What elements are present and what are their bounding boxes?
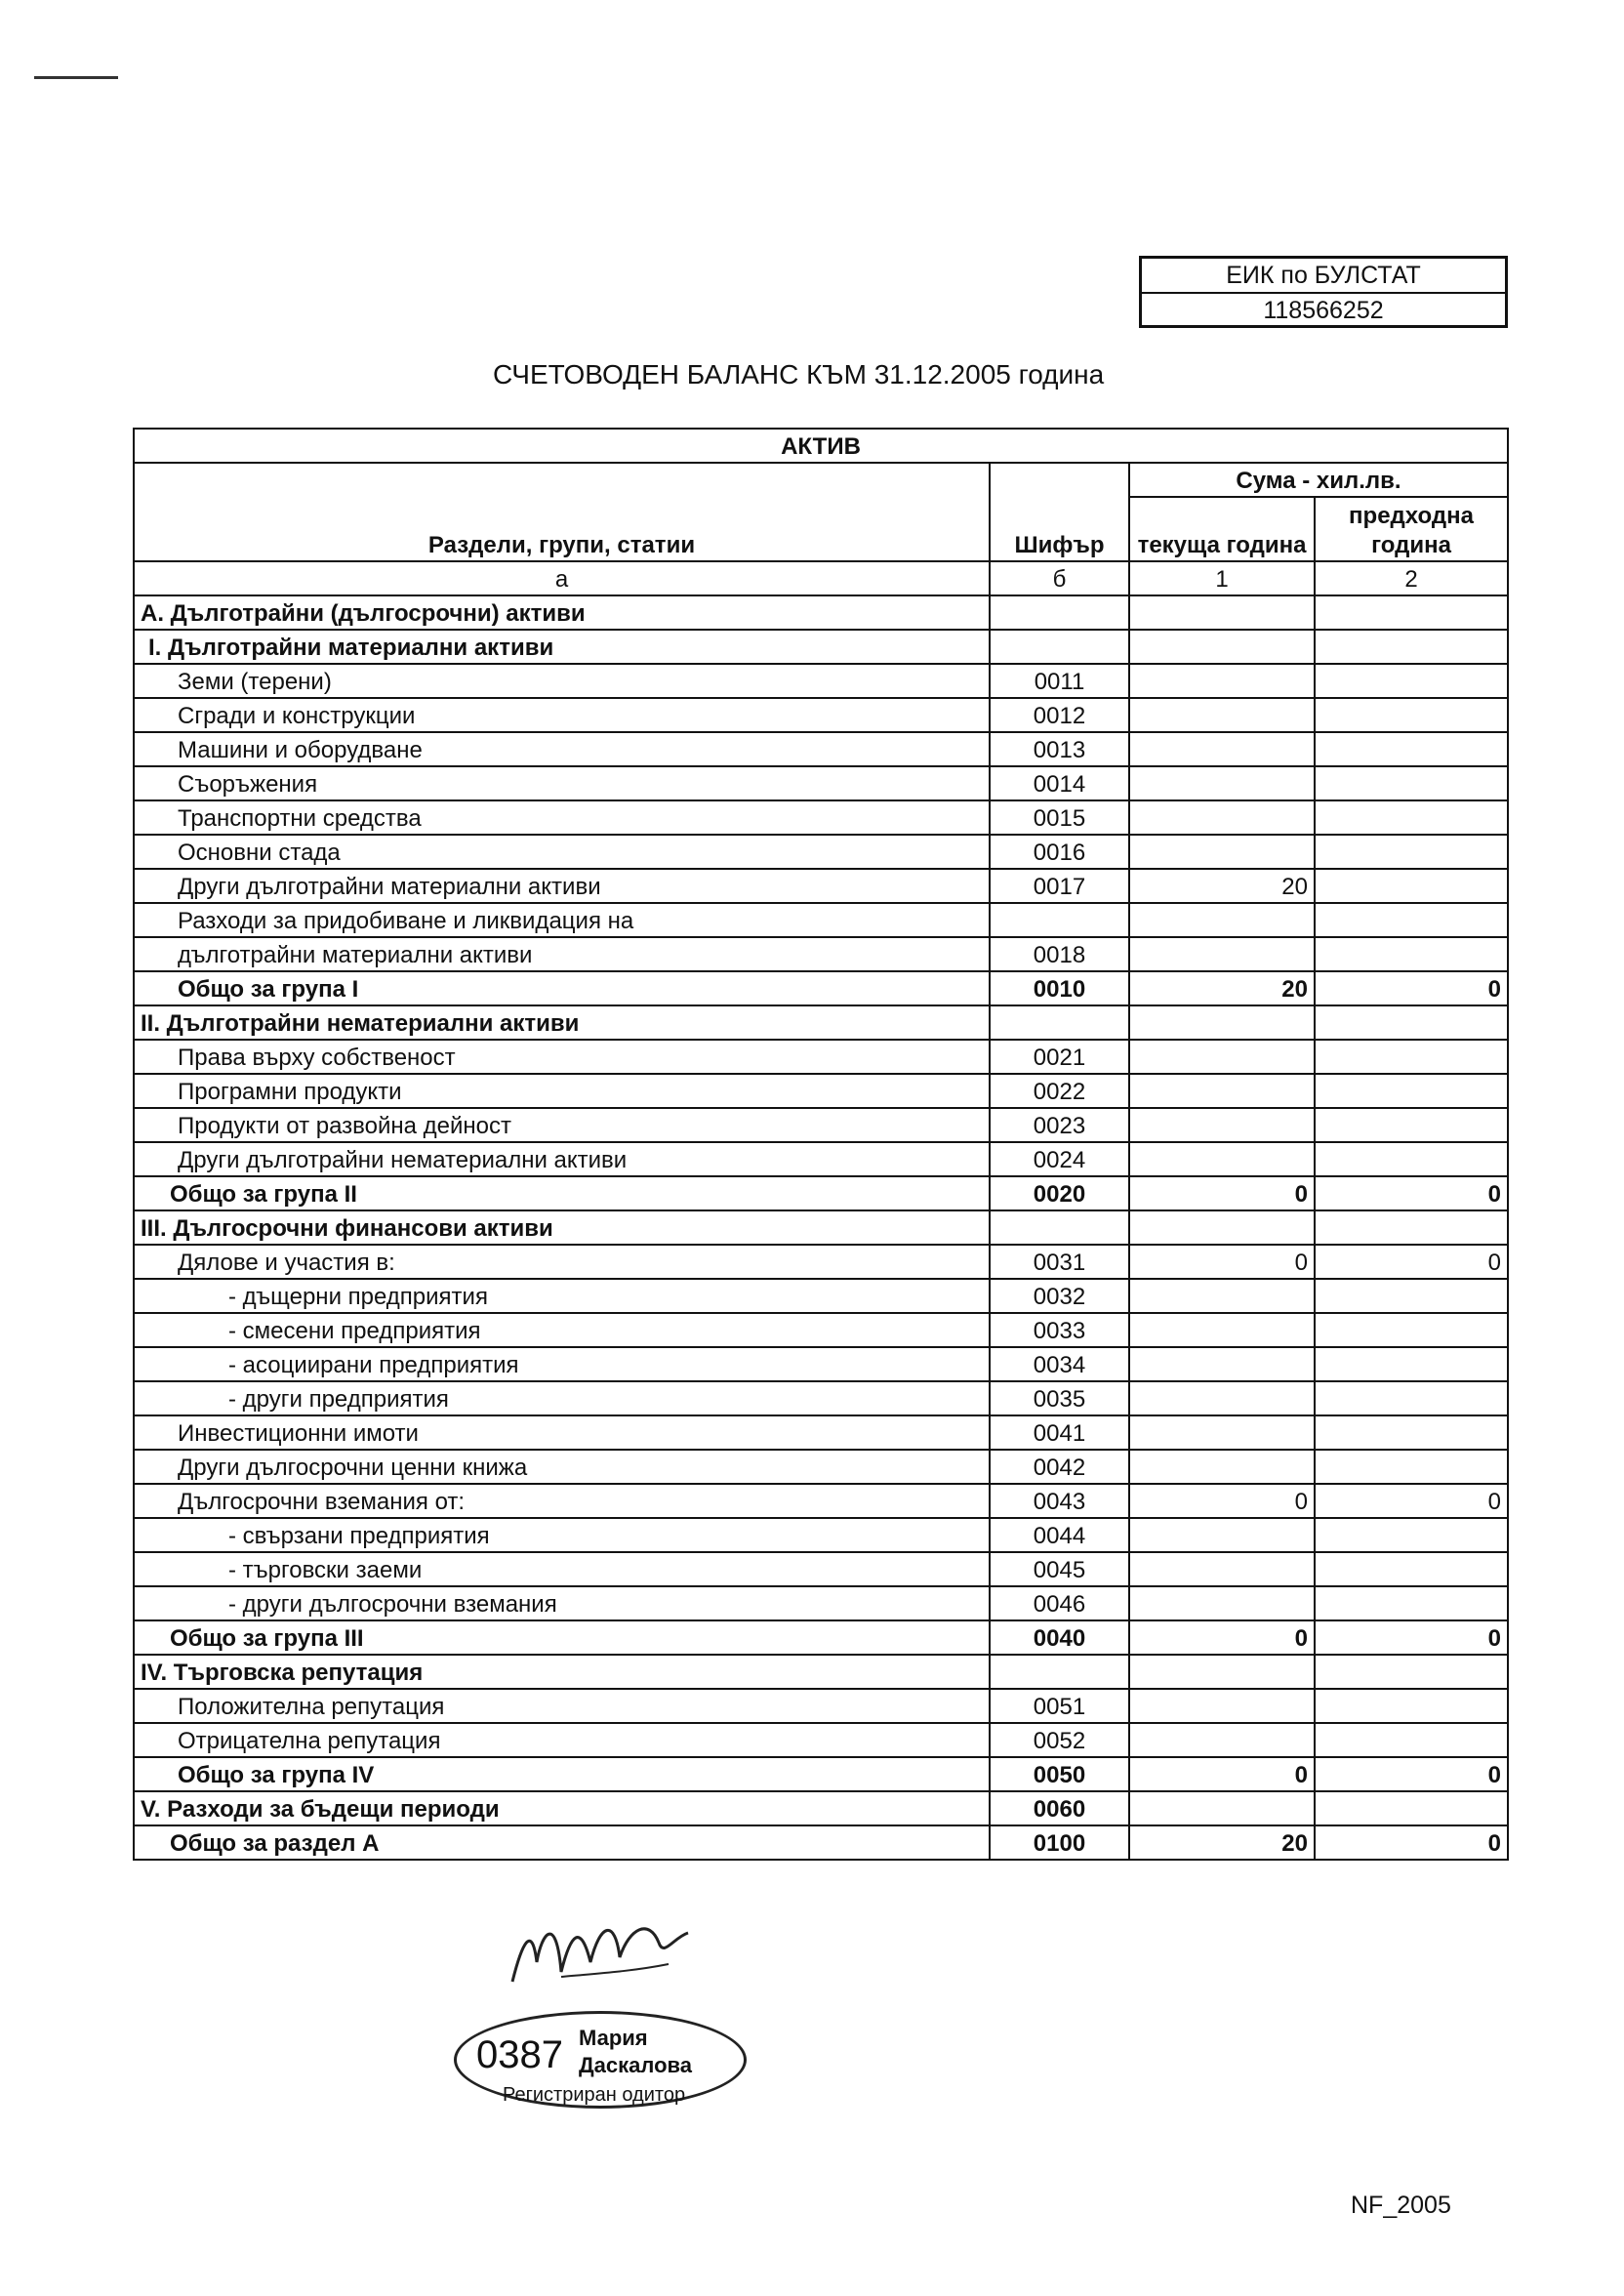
row-label: - свързани предприятия — [134, 1518, 990, 1552]
row-previous — [1315, 1347, 1508, 1381]
row-previous — [1315, 903, 1508, 937]
row-current — [1129, 1279, 1315, 1313]
idx-b: б — [990, 561, 1129, 595]
table-row — [134, 937, 1508, 971]
row-previous — [1315, 937, 1508, 971]
row-current — [1129, 1381, 1315, 1415]
row-previous: 0 — [1315, 971, 1508, 1005]
table-row — [134, 1210, 1508, 1245]
table-row — [134, 766, 1508, 800]
row-label: Транспортни средства — [134, 800, 990, 835]
balance-table — [133, 428, 1509, 1861]
col-header-previous: предходна година — [1315, 497, 1508, 561]
row-previous — [1315, 698, 1508, 732]
row-code: 0042 — [990, 1450, 1129, 1484]
row-code: 0060 — [990, 1791, 1129, 1825]
row-previous — [1315, 1142, 1508, 1176]
eik-label: ЕИК по БУЛСТАТ — [1142, 259, 1505, 294]
footer-code: NF_2005 — [1351, 2192, 1451, 2219]
row-previous: 0 — [1315, 1825, 1508, 1860]
row-label: А. Дълготрайни (дългосрочни) активи — [134, 595, 990, 630]
row-code — [990, 630, 1129, 664]
row-current — [1129, 1723, 1315, 1757]
row-previous — [1315, 1552, 1508, 1586]
row-label: III. Дългосрочни финансови активи — [134, 1210, 990, 1245]
row-code: 0024 — [990, 1142, 1129, 1176]
row-previous: 0 — [1315, 1176, 1508, 1210]
row-code: 0013 — [990, 732, 1129, 766]
row-current: 20 — [1129, 971, 1315, 1005]
section-header-row — [134, 429, 1508, 463]
row-code: 0022 — [990, 1074, 1129, 1108]
table-row — [134, 1108, 1508, 1142]
section-title: АКТИВ — [134, 429, 1508, 463]
row-label: Разходи за придобиване и ликвидация на — [134, 903, 990, 937]
row-previous — [1315, 1791, 1508, 1825]
row-code — [990, 1005, 1129, 1040]
table-row — [134, 1552, 1508, 1586]
row-current — [1129, 1586, 1315, 1620]
row-previous — [1315, 630, 1508, 664]
row-current — [1129, 1005, 1315, 1040]
row-label: Права върху собственост — [134, 1040, 990, 1074]
row-previous — [1315, 1450, 1508, 1484]
table-row — [134, 1586, 1508, 1620]
row-label: Други дълготрайни материални активи — [134, 869, 990, 903]
row-code: 0051 — [990, 1689, 1129, 1723]
row-previous — [1315, 732, 1508, 766]
row-previous: 0 — [1315, 1757, 1508, 1791]
row-previous — [1315, 869, 1508, 903]
table-row — [134, 1450, 1508, 1484]
table-row — [134, 1825, 1508, 1860]
table-row — [134, 1005, 1508, 1040]
row-code: 0020 — [990, 1176, 1129, 1210]
row-label: Общо за група IV — [134, 1757, 990, 1791]
row-code: 0016 — [990, 835, 1129, 869]
row-current — [1129, 1689, 1315, 1723]
table-row — [134, 1381, 1508, 1415]
row-previous — [1315, 1586, 1508, 1620]
row-current — [1129, 1518, 1315, 1552]
row-label: Общо за група III — [134, 1620, 990, 1655]
row-current: 20 — [1129, 1825, 1315, 1860]
row-label: V. Разходи за бъдещи периоди — [134, 1791, 990, 1825]
row-current — [1129, 698, 1315, 732]
row-current — [1129, 1040, 1315, 1074]
row-previous — [1315, 1313, 1508, 1347]
row-label: Дялове и участия в: — [134, 1245, 990, 1279]
row-current — [1129, 1415, 1315, 1450]
row-current: 0 — [1129, 1245, 1315, 1279]
row-code: 0014 — [990, 766, 1129, 800]
table-row — [134, 1415, 1508, 1450]
row-current: 20 — [1129, 869, 1315, 903]
row-code: 0045 — [990, 1552, 1129, 1586]
scan-artifact — [34, 76, 118, 79]
col-header-code: Шифър — [990, 463, 1129, 561]
table-row — [134, 869, 1508, 903]
row-label: Съоръжения — [134, 766, 990, 800]
row-label: Продукти от развойна дейност — [134, 1108, 990, 1142]
row-previous — [1315, 1108, 1508, 1142]
row-current — [1129, 903, 1315, 937]
table-row — [134, 903, 1508, 937]
row-current — [1129, 732, 1315, 766]
row-label: - смесени предприятия — [134, 1313, 990, 1347]
table-row — [134, 1074, 1508, 1108]
row-code: 0100 — [990, 1825, 1129, 1860]
row-code — [990, 1655, 1129, 1689]
row-code: 0017 — [990, 869, 1129, 903]
table-row — [134, 1313, 1508, 1347]
table-row — [134, 1723, 1508, 1757]
row-code — [990, 903, 1129, 937]
table-row — [134, 698, 1508, 732]
row-current — [1129, 1074, 1315, 1108]
row-code: 0023 — [990, 1108, 1129, 1142]
row-previous — [1315, 800, 1508, 835]
row-code: 0018 — [990, 937, 1129, 971]
row-previous — [1315, 1210, 1508, 1245]
row-label: Общо за група I — [134, 971, 990, 1005]
stamp-last-name: Даскалова — [579, 2053, 692, 2077]
table-row — [134, 1791, 1508, 1825]
row-previous — [1315, 766, 1508, 800]
row-label: II. Дълготрайни нематериални активи — [134, 1005, 990, 1040]
table-row — [134, 1176, 1508, 1210]
col-header-sum: Сума - хил.лв. — [1129, 463, 1508, 497]
row-current — [1129, 1142, 1315, 1176]
row-label: Основни стада — [134, 835, 990, 869]
table-row — [134, 1142, 1508, 1176]
row-code — [990, 595, 1129, 630]
row-label: Отрицателна репутация — [134, 1723, 990, 1757]
row-current — [1129, 800, 1315, 835]
column-index-row — [134, 561, 1508, 595]
row-label: Общо за група II — [134, 1176, 990, 1210]
row-current — [1129, 1450, 1315, 1484]
stamp-first-name: Мария — [579, 2026, 648, 2050]
row-code: 0015 — [990, 800, 1129, 835]
row-label: - асоциирани предприятия — [134, 1347, 990, 1381]
row-code: 0010 — [990, 971, 1129, 1005]
row-label: - дъщерни предприятия — [134, 1279, 990, 1313]
table-row — [134, 630, 1508, 664]
table-row — [134, 1689, 1508, 1723]
row-current — [1129, 664, 1315, 698]
row-current — [1129, 1347, 1315, 1381]
signature — [503, 1904, 698, 2001]
row-previous — [1315, 664, 1508, 698]
eik-value: 118566252 — [1263, 297, 1384, 324]
row-label: I. Дълготрайни материални активи — [134, 630, 990, 664]
row-label: Други дълготрайни нематериални активи — [134, 1142, 990, 1176]
row-label: Дългосрочни вземания от: — [134, 1484, 990, 1518]
row-previous: 0 — [1315, 1620, 1508, 1655]
table-row — [134, 1518, 1508, 1552]
row-current — [1129, 835, 1315, 869]
row-current: 0 — [1129, 1176, 1315, 1210]
row-code: 0041 — [990, 1415, 1129, 1450]
row-label: Инвестиционни имоти — [134, 1415, 990, 1450]
idx-2: 2 — [1315, 561, 1508, 595]
row-label: Сгради и конструкции — [134, 698, 990, 732]
table-row — [134, 664, 1508, 698]
row-previous: 0 — [1315, 1484, 1508, 1518]
row-label: Други дългосрочни ценни книжа — [134, 1450, 990, 1484]
row-label: - търговски заеми — [134, 1552, 990, 1586]
row-previous — [1315, 1655, 1508, 1689]
row-current — [1129, 937, 1315, 971]
row-code: 0035 — [990, 1381, 1129, 1415]
row-code: 0012 — [990, 698, 1129, 732]
row-label: Машини и оборудване — [134, 732, 990, 766]
row-code: 0043 — [990, 1484, 1129, 1518]
row-current — [1129, 1313, 1315, 1347]
row-current: 0 — [1129, 1484, 1315, 1518]
table-row — [134, 1484, 1508, 1518]
stamp-number: 0387 — [476, 2033, 563, 2076]
row-current: 0 — [1129, 1757, 1315, 1791]
idx-a: а — [134, 561, 990, 595]
row-previous — [1315, 1074, 1508, 1108]
row-label: Земи (терени) — [134, 664, 990, 698]
table-row — [134, 595, 1508, 630]
row-code: 0032 — [990, 1279, 1129, 1313]
row-label: дълготрайни материални активи — [134, 937, 990, 971]
row-code: 0033 — [990, 1313, 1129, 1347]
row-current — [1129, 766, 1315, 800]
col-header-sections: Раздели, групи, статии — [134, 463, 990, 561]
idx-1: 1 — [1129, 561, 1315, 595]
row-previous — [1315, 835, 1508, 869]
row-current — [1129, 1210, 1315, 1245]
row-code: 0050 — [990, 1757, 1129, 1791]
row-current — [1129, 1791, 1315, 1825]
row-previous — [1315, 1279, 1508, 1313]
eik-box — [1139, 256, 1508, 328]
document-title: СЧЕТОВОДЕН БАЛАНС КЪМ 31.12.2005 година — [493, 359, 1105, 390]
row-code: 0011 — [990, 664, 1129, 698]
row-code: 0040 — [990, 1620, 1129, 1655]
row-current — [1129, 1655, 1315, 1689]
row-label: IV. Търговска репутация — [134, 1655, 990, 1689]
row-previous — [1315, 1518, 1508, 1552]
col-header-current: текуща година — [1129, 497, 1315, 561]
table-row — [134, 971, 1508, 1005]
row-code: 0021 — [990, 1040, 1129, 1074]
table-row — [134, 1245, 1508, 1279]
table-row — [134, 1279, 1508, 1313]
row-code: 0034 — [990, 1347, 1129, 1381]
table-row — [134, 800, 1508, 835]
row-code: 0046 — [990, 1586, 1129, 1620]
row-label: - други предприятия — [134, 1381, 990, 1415]
row-current — [1129, 630, 1315, 664]
column-header-row — [134, 463, 1508, 497]
row-current — [1129, 595, 1315, 630]
row-label: Програмни продукти — [134, 1074, 990, 1108]
row-previous — [1315, 1723, 1508, 1757]
row-current — [1129, 1552, 1315, 1586]
table-row — [134, 732, 1508, 766]
row-previous — [1315, 1381, 1508, 1415]
table-row — [134, 1040, 1508, 1074]
row-current — [1129, 1108, 1315, 1142]
row-previous — [1315, 1689, 1508, 1723]
row-previous — [1315, 1415, 1508, 1450]
table-row — [134, 1347, 1508, 1381]
row-previous: 0 — [1315, 1245, 1508, 1279]
row-current: 0 — [1129, 1620, 1315, 1655]
row-previous — [1315, 1040, 1508, 1074]
row-label: Общо за раздел А — [134, 1825, 990, 1860]
row-code: 0044 — [990, 1518, 1129, 1552]
row-code: 0052 — [990, 1723, 1129, 1757]
row-label: - други дългосрочни вземания — [134, 1586, 990, 1620]
row-previous — [1315, 1005, 1508, 1040]
table-row — [134, 1655, 1508, 1689]
stamp-role: Регистриран одитор — [503, 2084, 686, 2106]
table-row — [134, 1757, 1508, 1791]
row-label: Положителна репутация — [134, 1689, 990, 1723]
row-code: 0031 — [990, 1245, 1129, 1279]
table-row — [134, 835, 1508, 869]
table-row — [134, 1620, 1508, 1655]
row-code — [990, 1210, 1129, 1245]
row-previous — [1315, 595, 1508, 630]
